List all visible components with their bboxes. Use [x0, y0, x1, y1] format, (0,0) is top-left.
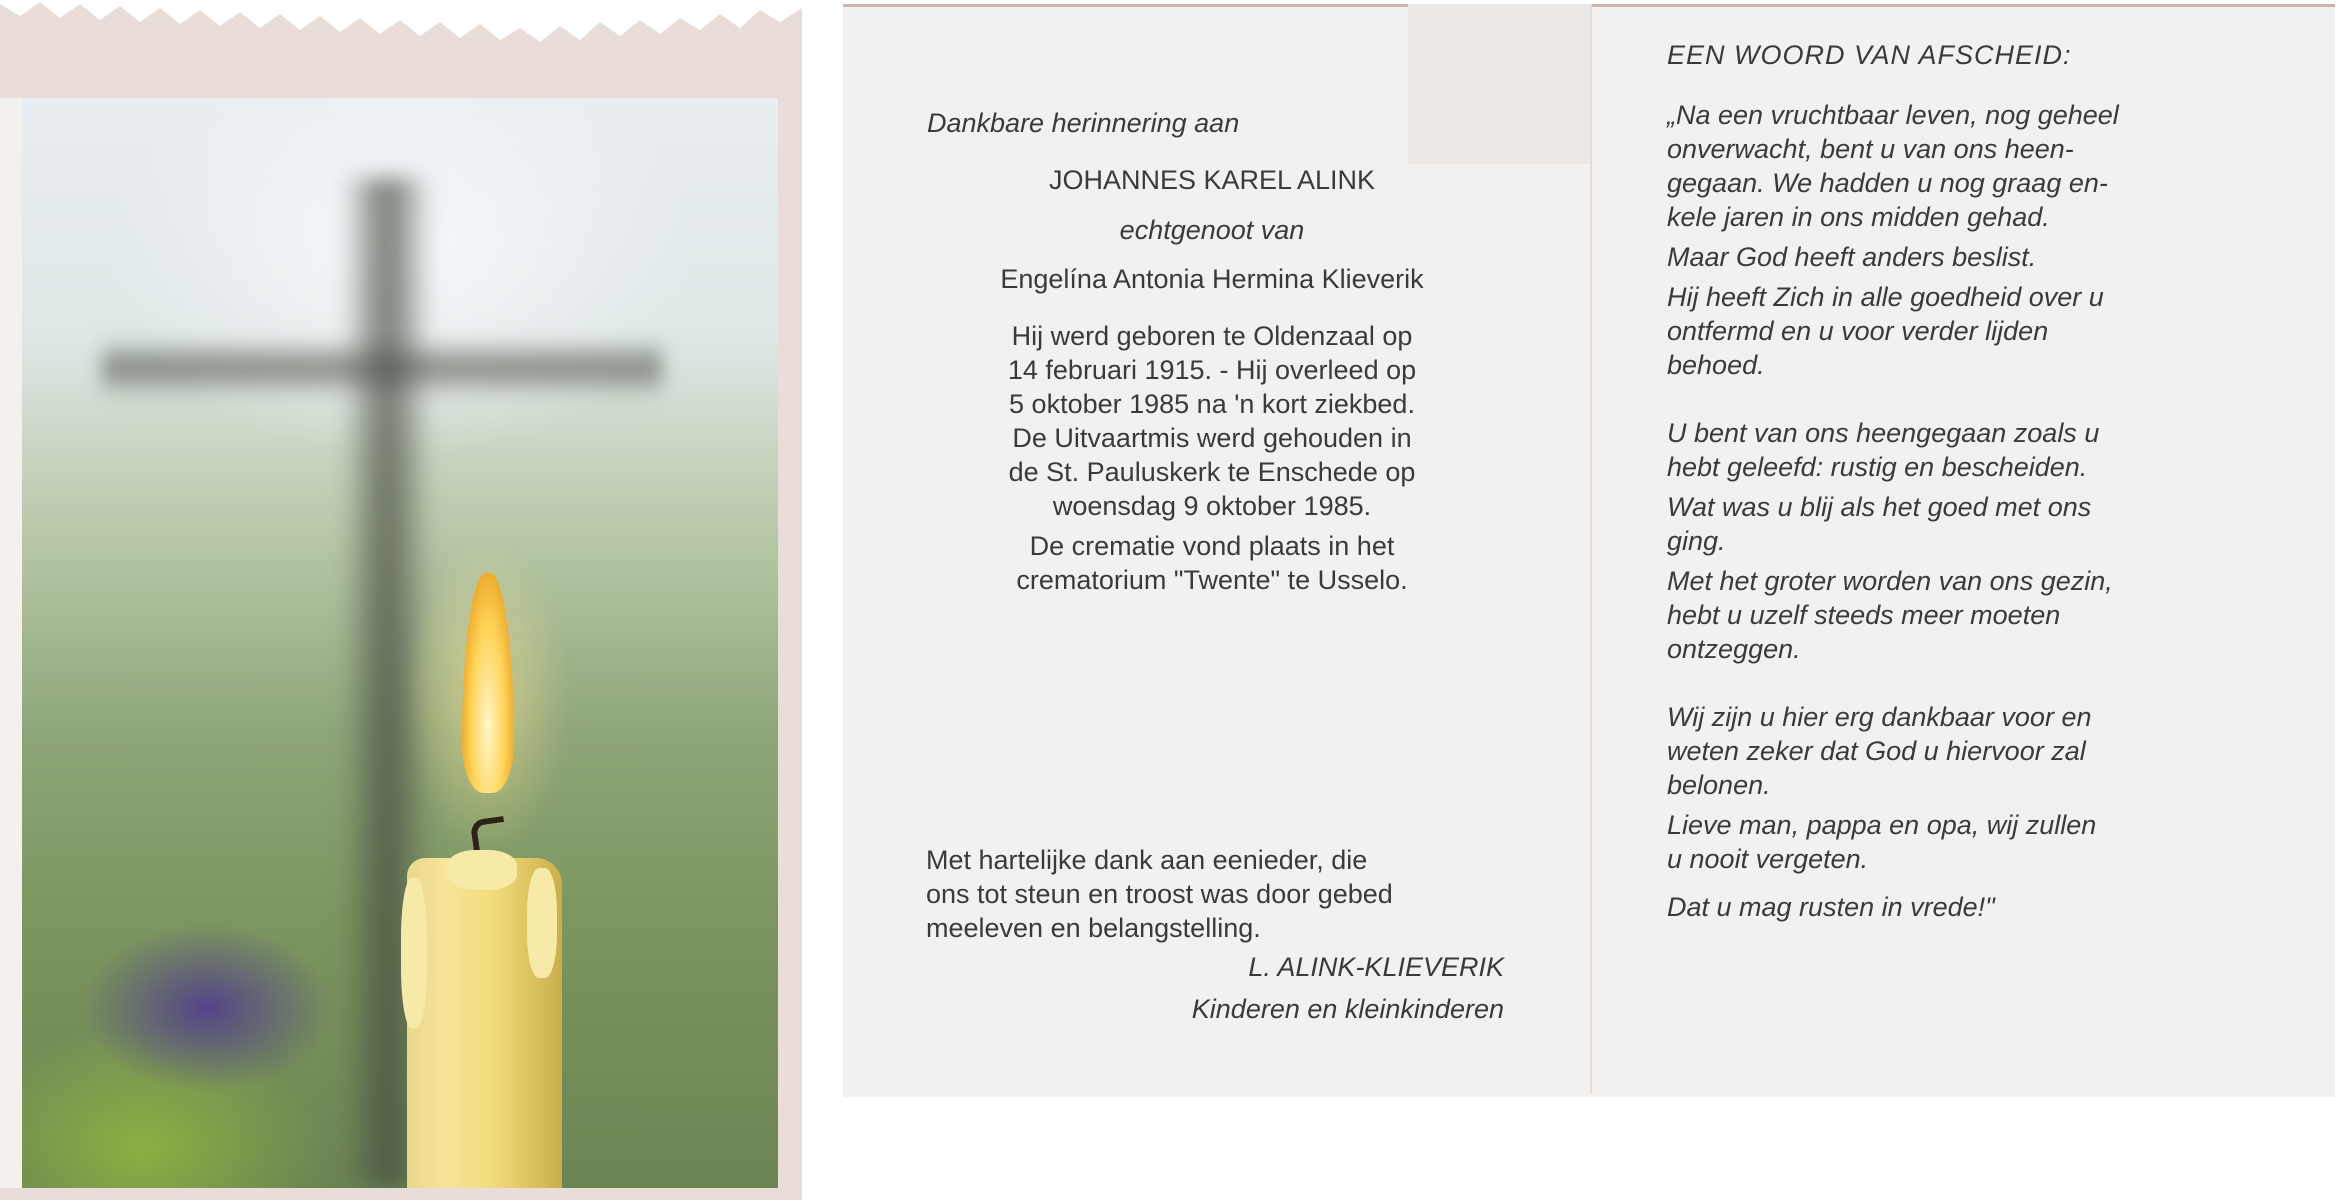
farewell-line: ging. [1667, 526, 1726, 556]
farewell-line: ontfermd en u voor verder lijden [1667, 316, 2049, 346]
spouse-name: Engelína Antonia Hermina Klieverik [1000, 264, 1424, 294]
farewell-paragraph [1667, 98, 2119, 234]
cremation-line: crematorium "Twente" te Usselo. [1016, 565, 1408, 595]
farewell-paragraph [1667, 490, 2119, 558]
candle-cross-photo [22, 98, 778, 1188]
spouse-of-label: echtgenoot van [1119, 215, 1305, 245]
torn-paper-edge [0, 0, 802, 60]
card-fold-line [1590, 4, 1592, 1094]
intro-text: Dankbare herinnering aan [927, 108, 1240, 138]
bio-line: woensdag 9 oktober 1985. [1052, 491, 1372, 521]
farewell-line: Maar God heeft anders beslist. [1667, 242, 2037, 272]
candle [407, 858, 562, 1188]
bio-line: De Uitvaartmis werd gehouden in [1012, 423, 1412, 453]
farewell-paragraph [1667, 890, 2119, 924]
farewell-line: Wat was u blij als het goed met ons [1667, 492, 2092, 522]
farewell-line: Lieve man, pappa en opa, wij zullen [1667, 810, 2097, 840]
thanks-line: Met hartelijke dank aan eenieder, die [926, 845, 1368, 875]
farewell-line: weten zeker dat God u hiervoor zal [1667, 736, 2086, 766]
bio-line: 14 februari 1915. - Hij overleed op [1007, 355, 1417, 385]
family-line: Kinderen en kleinkinderen [1191, 994, 1504, 1024]
farewell-line: „Na een vruchtbaar leven, nog geheel [1667, 100, 2119, 130]
farewell-line: U bent van ons heengegaan zoals u [1667, 418, 2100, 448]
farewell-paragraph [1667, 700, 2119, 802]
farewell-line: hebt u uzelf steeds meer moeten [1667, 600, 2061, 630]
paper-shading [1408, 4, 1590, 164]
farewell-paragraph [1667, 808, 2119, 876]
thanks-line: meeleven en belangstelling. [926, 913, 1261, 943]
farewell-paragraph [1667, 416, 2119, 484]
farewell-line: gegaan. We hadden u nog graag en- [1667, 168, 2108, 198]
farewell-line: onverwacht, bent u van ons heen- [1667, 134, 2074, 164]
bio-line: de St. Pauluskerk te Enschede op [1008, 457, 1416, 487]
farewell-line: belonen. [1667, 770, 1771, 800]
farewell-line: u nooit vergeten. [1667, 844, 1869, 874]
farewell-line: ontzeggen. [1667, 634, 1801, 664]
farewell-line: Hij heeft Zich in alle goedheid over u [1667, 282, 2104, 312]
farewell-text [1667, 98, 2119, 924]
cremation-line: De crematie vond plaats in het [1029, 531, 1395, 561]
biography-block [912, 319, 1512, 523]
farewell-heading: EEN WOORD VAN AFSCHEID: [1667, 40, 2072, 70]
farewell-line: Met het groter worden van ons gezin, [1667, 566, 2113, 596]
farewell-line: kele jaren in ons midden gehad. [1667, 202, 2050, 232]
signature: L. ALINK-KLIEVERIK [1248, 952, 1504, 982]
thanks-block [926, 843, 1393, 945]
farewell-line: Dat u mag rusten in vrede!" [1667, 892, 1995, 922]
thanks-line: ons tot steun en troost was door gebed [926, 879, 1393, 909]
cremation-block [912, 529, 1512, 597]
farewell-line: Wij zijn u hier erg dankbaar voor en [1667, 702, 2092, 732]
farewell-paragraph [1667, 280, 2119, 382]
photo-border-strip [0, 98, 22, 1188]
deceased-name: JOHANNES KAREL ALINK [1048, 165, 1376, 195]
bio-line: 5 oktober 1985 na 'n kort ziekbed. [1009, 389, 1415, 419]
farewell-line: behoed. [1667, 350, 1765, 380]
farewell-paragraph [1667, 240, 2119, 274]
farewell-line: hebt geleefd: rustig en bescheiden. [1667, 452, 2088, 482]
farewell-paragraph [1667, 564, 2119, 666]
bio-line: Hij werd geboren te Oldenzaal op [1011, 321, 1413, 351]
